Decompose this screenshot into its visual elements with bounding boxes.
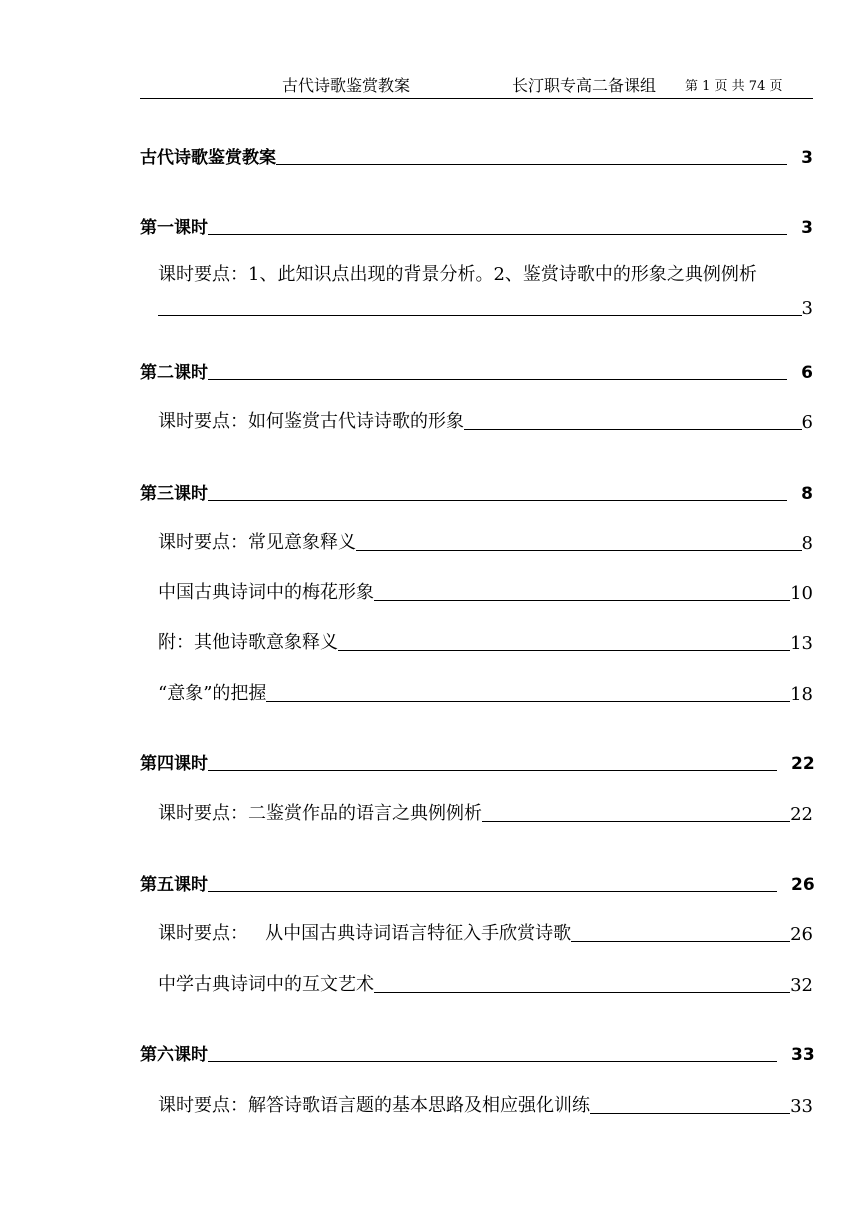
- toc-page: 3: [801, 218, 813, 238]
- toc-entry-huwen[interactable]: [158, 970, 813, 996]
- toc-label: 课时要点：解答诗歌语言题的基本思路及相应强化训练: [158, 1095, 590, 1116]
- toc-entry-lesson3-point[interactable]: [158, 528, 813, 554]
- toc-leader: [208, 378, 787, 380]
- toc-page: 3: [801, 148, 813, 168]
- toc-label: 附：其他诗歌意象释义: [158, 632, 338, 653]
- toc-page: 8: [801, 484, 813, 504]
- toc-label: 课时要点：二鉴赏作品的语言之典例例析: [158, 803, 482, 824]
- toc-label: 第二课时: [140, 363, 208, 383]
- toc-wrap-row: [158, 298, 813, 319]
- toc-leader: [208, 890, 777, 892]
- toc-page: 13: [790, 633, 813, 654]
- toc-page: 33: [790, 1096, 813, 1117]
- toc-page: 22: [791, 754, 815, 774]
- toc-page: 26: [791, 875, 815, 895]
- toc-leader: [571, 940, 790, 942]
- toc-label: 中学古典诗词中的互文艺术: [158, 974, 374, 995]
- toc-label: 课时要点：如何鉴赏古代诗诗歌的形象: [158, 411, 464, 432]
- header-doc-title: 古代诗歌鉴赏教案: [282, 76, 411, 95]
- toc-leader: [356, 549, 802, 551]
- toc-label: 中国古典诗词中的梅花形象: [158, 582, 374, 603]
- toc-entry-lesson2-point[interactable]: [158, 407, 813, 433]
- toc-entry-lesson4[interactable]: [140, 749, 813, 774]
- toc-entry-lesson2[interactable]: [140, 358, 813, 383]
- header-group: 长汀职专高二备课组: [512, 76, 657, 95]
- toc-page: 33: [791, 1045, 815, 1065]
- toc-leader: [374, 991, 790, 993]
- toc-leader: [208, 769, 777, 771]
- toc-entry-grasp[interactable]: [158, 679, 813, 705]
- toc-label: 第四课时: [140, 754, 208, 774]
- toc-entry-lesson3[interactable]: [140, 479, 813, 504]
- toc-label: 第五课时: [140, 875, 208, 895]
- toc-entry-lesson6[interactable]: [140, 1040, 813, 1065]
- toc-entry-plum[interactable]: [158, 578, 813, 604]
- toc-leader: [276, 163, 787, 165]
- toc-page: 6: [801, 412, 813, 433]
- toc-label: “意象”的把握: [158, 683, 267, 704]
- toc-leader: [464, 428, 802, 430]
- toc-entry-lesson5-point[interactable]: [158, 919, 813, 945]
- toc-entry-main[interactable]: [140, 143, 813, 168]
- toc-leader: [208, 233, 787, 235]
- toc-leader: [208, 1060, 777, 1062]
- toc-entry-lesson1[interactable]: [140, 213, 813, 238]
- toc-leader: [374, 599, 790, 601]
- toc-leader: [338, 649, 790, 651]
- toc-entry-lesson5[interactable]: [140, 870, 813, 895]
- toc-page: 8: [801, 533, 813, 554]
- toc-label: 第三课时: [140, 484, 208, 504]
- toc-label: 课时要点：常见意象释义: [158, 532, 356, 553]
- toc-page: 6: [801, 363, 813, 383]
- toc-leader: [590, 1112, 790, 1114]
- toc-page: 18: [790, 684, 813, 705]
- toc-entry-other-images[interactable]: [158, 628, 813, 654]
- toc-entry-lesson4-point[interactable]: [158, 799, 813, 825]
- toc-page: 32: [790, 975, 813, 996]
- toc-label: 课时要点：1、此知识点出现的背景分析。2、鉴赏诗歌中的形象之典例例析: [158, 264, 757, 285]
- toc-leader: [482, 820, 790, 822]
- header-page-info: 第 1 页 共 74 页: [685, 79, 783, 94]
- toc-label: 课时要点： 从中国古典诗词语言特征入手欣赏诗歌: [158, 923, 572, 944]
- toc-label: 第六课时: [140, 1045, 208, 1065]
- toc-label: 古代诗歌鉴赏教案: [140, 148, 276, 168]
- toc-page: 26: [790, 924, 813, 945]
- toc-leader: [208, 499, 787, 501]
- toc-leader: [158, 314, 802, 316]
- toc-page: 3: [801, 298, 813, 319]
- toc-label: 第一课时: [140, 218, 208, 238]
- toc-page: 22: [790, 804, 813, 825]
- toc-page: 10: [790, 583, 813, 604]
- toc-entry-lesson6-point[interactable]: [158, 1091, 813, 1117]
- toc-leader: [266, 700, 790, 702]
